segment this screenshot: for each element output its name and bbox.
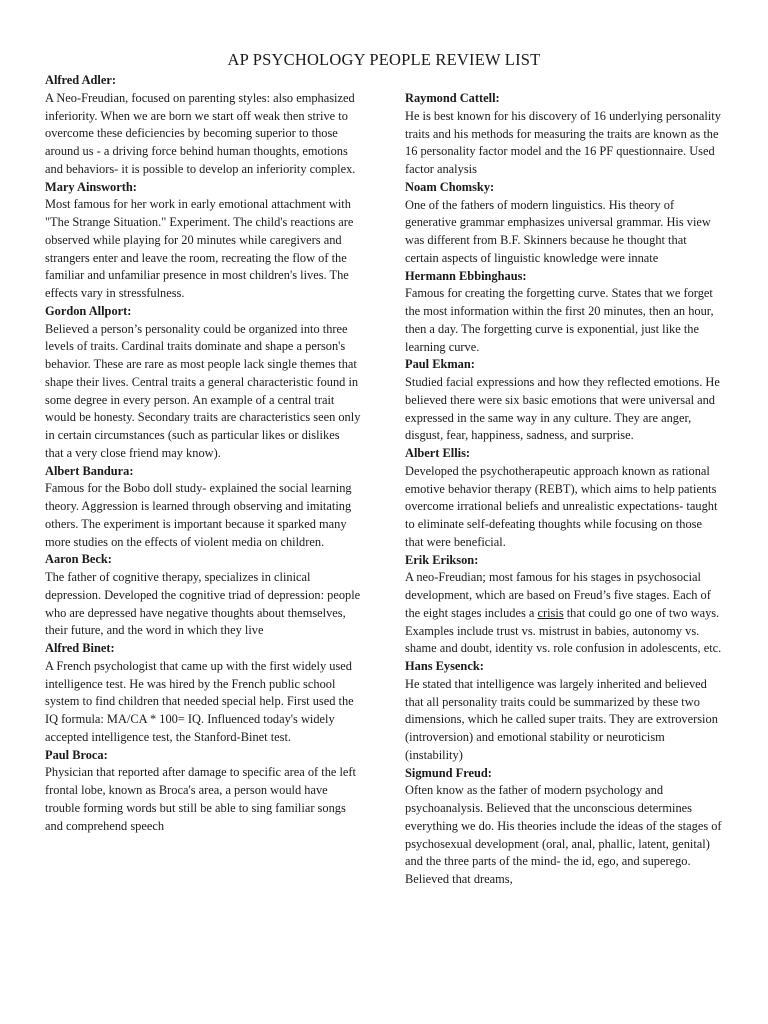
entry-name: Paul Broca: <box>45 747 108 762</box>
entry-description: Most famous for her work in early emotional attachment with "The Strange Situation." Experiment. The child's reactions are observed while playing for 20 minutes while caregivers and strangers enter and leave the room, recreating the flow of the familiar and unfamiliar presence in most children's lives. The effects vary in stressfulness. <box>45 197 354 300</box>
entry-paul-ekman <box>405 356 723 445</box>
entry-name: Paul Ekman: <box>405 357 475 372</box>
entry-albert-bandura <box>45 463 361 552</box>
entry-alfred-binet <box>45 640 361 747</box>
entry-name: Hans Eysenck: <box>405 659 484 673</box>
entry-name: Noam Chomsky: <box>405 179 495 194</box>
entry-description-part: A neo-Freudian; most famous for his stages in psychosocial development, which are based on Freud’s five stages. Each of the eight stages includes a <box>405 570 711 620</box>
page-title: AP PSYCHOLOGY PEOPLE REVIEW LIST <box>227 50 541 69</box>
entry-description: Often know as the father of modern psychology and psychoanalysis. Believed that the unconscious determines everything we do. His theories include the ideas of the stages of psychosexual development (oral, anal, phallic, latent, genital) and the three parts of the mind- the id, ego, and superego. Believed that dreams, <box>405 783 722 886</box>
entry-description: The father of cognitive therapy, specializes in clinical depression. Developed the cognitive triad of depression: people who are depressed have negative thoughts about themselves, their future, and the word in which they live <box>45 570 361 638</box>
entry-name: Sigmund Freud: <box>405 765 492 780</box>
entry-description: A French psychologist that came up with the first widely used intelligence test. He was hired by the French public school system to find children that needed special help. First used the IQ formula: MA/CA * 100= IQ. Influenced today's widely accepted intelligence test, the Stanford-Binet test. <box>45 658 354 744</box>
entry-name: Albert Bandura: <box>45 463 134 478</box>
entry-paul-broca <box>45 747 361 836</box>
entry-description: A Neo-Freudian, focused on parenting styles: also emphasized inferiority. When we are born we start off weak then strive to overcome these deficiencies by becoming superior to those around us - a driving force behind human thoughts, emotions and behaviors- it is possible to develop an inferiority complex. <box>45 90 356 176</box>
entry-name: Erik Erikson: <box>405 552 479 567</box>
entry-name: Mary Ainsworth: <box>45 179 137 194</box>
entry-sigmund-freud <box>405 765 723 889</box>
entry-name: Gordon Allport: <box>45 303 132 318</box>
entry-description: Physician that reported after damage to specific area of the left frontal lobe, known as Broca's area, a person would have trouble forming words but still be able to sing familiar songs and comprehend speech <box>45 765 357 833</box>
entry-hermann-ebbinghaus <box>405 268 723 357</box>
left-column <box>45 72 361 835</box>
entry-description: He is best known for his discovery of 16 underlying personality traits and his methods for measuring the traits are known as the 16 personality factor model and the 16 PF questionnaire. Used factor analysis <box>405 108 721 176</box>
entry-description-part: that could go one of two ways. Examples include trust vs. mistrust in babies, autonomy vs. shame and doubt, identity vs. role confusion in adolescents, etc. <box>405 605 722 656</box>
entry-description: Developed the psychotherapeutic approach known as rational emotive behavior therapy (REBT), which aims to help patients overcome irrational beliefs and unrealistic expectations- taught to eliminate self-defeating thoughts while focusing on those that were beneficial. <box>405 463 718 549</box>
entry-name: Aaron Beck: <box>45 552 112 567</box>
underlined-term: crisis <box>537 605 564 620</box>
entry-albert-ellis <box>405 445 723 552</box>
entry-name: Albert Ellis: <box>405 446 471 460</box>
entry-noam-chomsky <box>405 179 723 268</box>
entry-description: Studied facial expressions and how they reflected emotions. He believed there were six basic emotions that were universal and expressed in the same way in any culture. They are anger, disgust, fear, happiness, sadness, and surprise. <box>405 375 720 443</box>
entry-name: Raymond Cattell: <box>405 91 500 105</box>
entry-description: He stated that intelligence was largely inherited and believed that all personality traits could be summarized by these two dimensions, which he called super traits. They are extroversion (introversion) and emotional stability or neuroticism (instability) <box>405 676 718 762</box>
entry-name: Alfred Adler: <box>45 73 117 87</box>
entry-description: Famous for creating the forgetting curve. States that we forget the most information within the first 20 minutes, then an hour, then a day. The forgetting curve is exponential, just like the learning curve. <box>405 286 714 354</box>
entry-description: Famous for the Bobo doll study- explained the social learning theory. Aggression is learned through observing and imitating others. The experiment is important because it sparked many more studies on the effects of violent media on children. <box>45 481 352 549</box>
entry-description: One of the fathers of modern linguistics. His theory of generative grammar emphasizes universal grammar. His view was different from B.F. Skinners because he thought that certain aspects of linguistic knowledge were innate <box>405 197 711 265</box>
entry-aaron-beck <box>45 551 361 640</box>
entry-name: Alfred Binet: <box>45 641 115 655</box>
entry-description <box>405 569 723 658</box>
entry-alfred-adler <box>45 72 361 179</box>
entry-raymond-cattell <box>405 90 723 179</box>
entry-gordon-allport <box>45 303 361 463</box>
entry-name: Hermann Ebbinghaus: <box>405 268 527 283</box>
entry-mary-ainsworth <box>45 179 361 303</box>
right-column <box>405 90 723 889</box>
entry-hans-eysenck <box>405 658 723 765</box>
entry-erik-erikson <box>405 552 723 659</box>
entry-description: Believed a person’s personality could be organized into three levels of traits. Cardinal traits dominate and shape a person's behavior. These are rare as most people lack single themes that shape their lives. Central traits a general characteristic found in some degree in every person. An example of a central trait would be honesty. Secondary traits are characteristics seen only in certain circumstances (such as particular likes or dislikes that a very close friend may know). <box>45 321 361 460</box>
